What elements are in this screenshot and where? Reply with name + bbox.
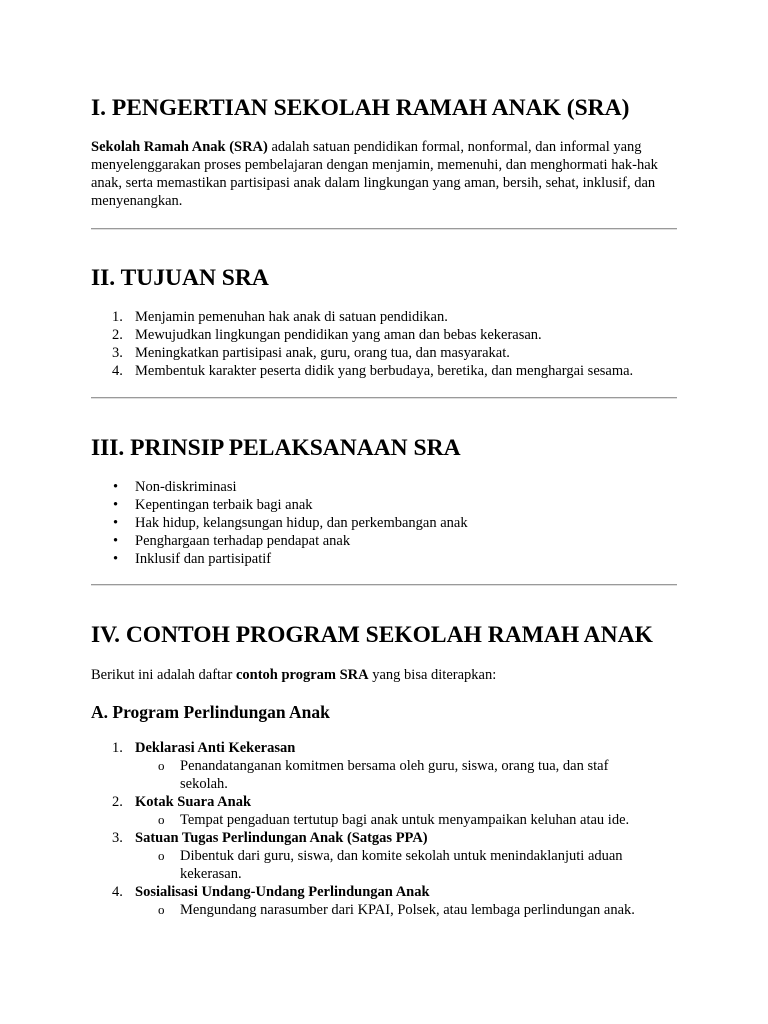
program-item: [91, 739, 679, 793]
list-item-text: Mewujudkan lingkungan pendidikan yang aman dan bebas kekerasan.: [135, 327, 542, 343]
section-2-heading: II. TUJUAN SRA: [91, 265, 269, 291]
list-item-text: Membentuk karakter peserta didik yang berbudaya, beretika, dan menghargai sesama.: [135, 363, 634, 379]
program-list: [91, 739, 679, 919]
bullet-icon: •: [113, 497, 119, 513]
intro-text-after: yang bisa diterapkan:: [368, 667, 497, 683]
list-number: 4.: [112, 363, 123, 379]
program-detail: [135, 901, 640, 919]
circle-bullet-icon: o: [158, 812, 165, 827]
program-item: [91, 829, 679, 883]
divider-1: [91, 228, 677, 230]
list-number: 3.: [112, 345, 123, 361]
list-item: [91, 478, 679, 496]
list-number: 1.: [112, 309, 123, 325]
list-item-text: Kepentingan terbaik bagi anak: [135, 497, 313, 513]
list-item: [91, 550, 679, 568]
intro-text-before: Berikut ini adalah daftar: [91, 667, 236, 683]
list-item-text: Meningkatkan partisipasi anak, guru, orang tua, dan masyarakat.: [135, 345, 510, 361]
list-item-text: Hak hidup, kelangsungan hidup, dan perkembangan anak: [135, 515, 468, 531]
list-item: [91, 326, 679, 344]
program-detail-text: Dibentuk dari guru, siswa, dan komite sekolah untuk menindaklanjuti aduan kekerasan.: [180, 848, 623, 882]
list-number: 1.: [112, 740, 123, 756]
program-item: [91, 883, 679, 919]
bullet-icon: •: [113, 479, 119, 495]
intro-text-bold: contoh program SRA: [235, 667, 369, 683]
program-detail-list: [135, 757, 723, 793]
divider-2: [91, 397, 677, 399]
program-title: Kotak Suara Anak: [135, 794, 252, 810]
list-item-text: Menjamin pemenuhan hak anak di satuan pendidikan.: [135, 309, 448, 325]
section-4-intro: [91, 666, 679, 684]
program-item: [91, 793, 679, 829]
bullet-icon: •: [113, 515, 119, 531]
list-item-text: Non-diskriminasi: [135, 479, 237, 495]
program-detail-list: [135, 901, 723, 919]
circle-bullet-icon: o: [158, 758, 165, 773]
program-title: Satuan Tugas Perlindungan Anak (Satgas PPA): [135, 830, 428, 846]
tujuan-list: [91, 308, 679, 380]
prinsip-list: [91, 478, 679, 568]
section-1-paragraph: [91, 138, 679, 210]
circle-bullet-icon: o: [158, 848, 165, 863]
sra-definition: adalah satuan pendidikan formal, nonformal, dan informal yang menyelenggarakan proses pembelajaran dengan menjamin, memenuhi, dan menghormati hak-hak anak, serta memastikan partisipasi anak dalam lingkungan yang aman, bersih, sehat, inklusif, dan menyenangkan.: [91, 139, 658, 209]
list-item: [91, 308, 679, 326]
program-title: Sosialisasi Undang-Undang Perlindungan Anak: [135, 884, 430, 900]
list-item: [91, 362, 679, 380]
subsection-a-heading: A. Program Perlindungan Anak: [91, 702, 330, 722]
bullet-icon: •: [113, 533, 119, 549]
section-4-heading: IV. CONTOH PROGRAM SEKOLAH RAMAH ANAK: [91, 622, 653, 648]
program-detail: [135, 757, 640, 793]
program-detail-list: [135, 847, 723, 883]
circle-bullet-icon: o: [158, 902, 165, 917]
program-detail-list: [135, 811, 723, 829]
list-item: [91, 496, 679, 514]
list-number: 4.: [112, 884, 123, 900]
list-number: 2.: [112, 327, 123, 343]
program-detail: [135, 847, 640, 883]
sra-term: Sekolah Ramah Anak (SRA): [91, 139, 268, 155]
program-title: Deklarasi Anti Kekerasan: [135, 740, 296, 756]
list-item-text: Penghargaan terhadap pendapat anak: [135, 533, 351, 549]
list-number: 3.: [112, 830, 123, 846]
list-item: [91, 514, 679, 532]
program-detail: [135, 811, 640, 829]
divider-3: [91, 584, 677, 586]
list-item: [91, 344, 679, 362]
program-detail-text: Tempat pengaduan tertutup bagi anak untuk menyampaikan keluhan atau ide.: [180, 812, 630, 828]
section-1-heading: I. PENGERTIAN SEKOLAH RAMAH ANAK (SRA): [91, 95, 630, 121]
bullet-icon: •: [113, 551, 119, 567]
list-number: 2.: [112, 794, 123, 810]
program-detail-text: Penandatanganan komitmen bersama oleh guru, siswa, orang tua, dan staf sekolah.: [180, 758, 609, 792]
program-detail-text: Mengundang narasumber dari KPAI, Polsek, atau lembaga perlindungan anak.: [180, 902, 635, 918]
list-item: [91, 532, 679, 550]
list-item-text: Inklusif dan partisipatif: [135, 551, 272, 567]
section-3-heading: III. PRINSIP PELAKSANAAN SRA: [91, 435, 461, 461]
